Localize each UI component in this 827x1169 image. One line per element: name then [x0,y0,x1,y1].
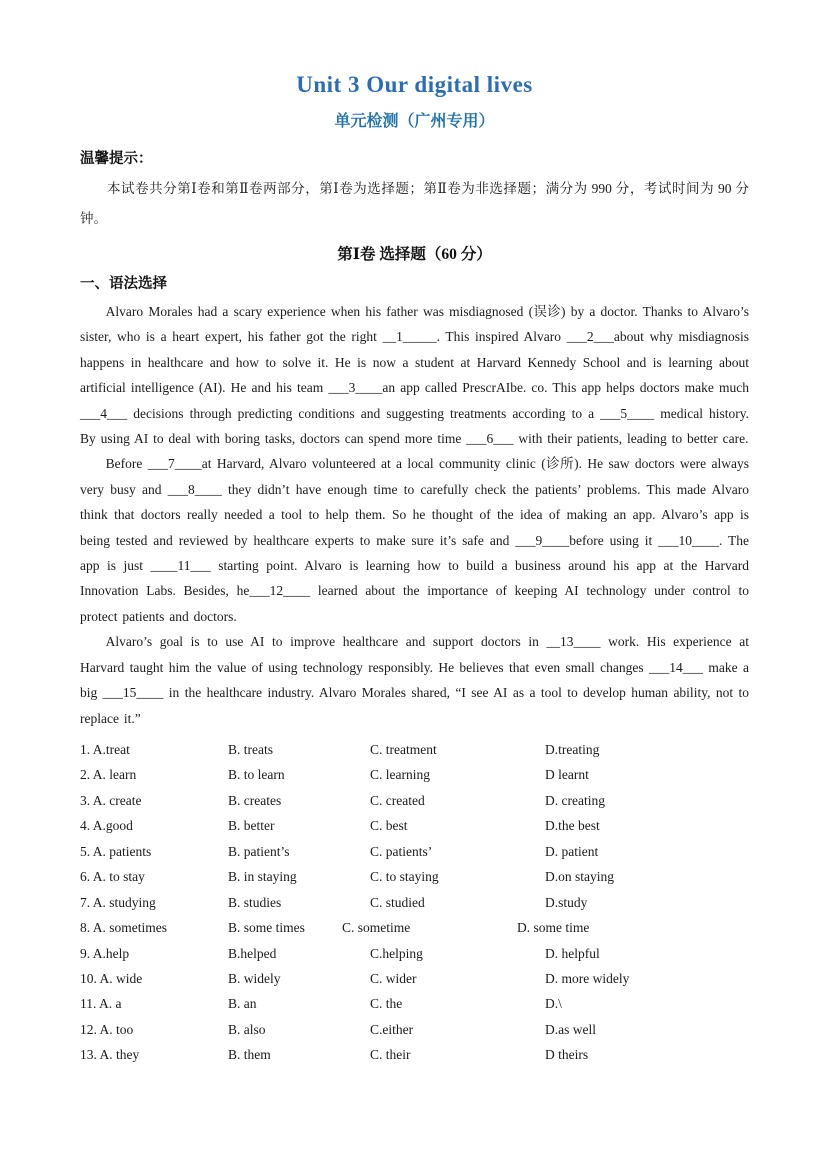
option-12-d: D.as well [545,1021,596,1037]
option-5-a: 5. A. patients [80,843,152,859]
option-row-9 [80,941,749,966]
option-8-d: D. some time [517,920,590,936]
option-6-a: 6. A. to stay [80,869,145,885]
option-11-c: C. the [370,996,403,1012]
option-7-c: C. studied [370,894,425,910]
notice-body: 本试卷共分第Ⅰ卷和第Ⅱ卷两部分，第Ⅰ卷为选择题；第Ⅱ卷为非选择题；满分为 990 分，考试时间为 90 分钟。 [80,181,749,226]
part-heading: 一、语法选择 [80,276,167,292]
option-10-c: C. wider [370,970,417,986]
option-1-c: C. treatment [370,741,437,757]
option-4-c: C. best [370,818,408,834]
option-row-7 [80,890,749,915]
option-1-a: 1. A.treat [80,741,130,757]
option-12-a: 12. A. too [80,1021,134,1037]
option-11-b: B. an [228,996,257,1012]
notice-label: 温馨提示： [80,151,153,167]
option-7-b: B. studies [228,894,282,910]
option-row-5 [80,839,749,864]
page-subtitle: 单元检测（广州专用） [334,113,495,130]
option-5-b: B. patient’s [228,843,290,859]
page-title: Unit 3 Our digital lives [296,72,533,97]
option-2-d: D learnt [545,767,589,783]
option-10-d: D. more widely [545,970,630,986]
passage-paragraph-1: Alvaro Morales had a scary experience when his father was misdiagnosed (误诊) by a doctor. Thanks to Alvaro’s sister, who is a heart expert, his father got the right __1_____. This inspired Alvaro ___2___about why misdiagnosis happens in healthcare and how to solve it. He is now a student at Harvard Kennedy School and is learning about artificial intelligence (AI). He and his team ___3____an app called PrescrAIbe. co. This app helps doctors make much ___4___ decisions through predicting conditions and suggesting treatments according to a ___5____ medical history. By using AI to deal with boring tasks, doctors can spend more time ___6___ with their patients, leading to better care. [80,304,749,447]
option-9-a: 9. A.help [80,945,130,961]
option-11-d: D.\ [545,996,562,1012]
passage-paragraph-3: Alvaro’s goal is to use AI to improve healthcare and support doctors in __13____ work. His experience at Harvard taught him the value of using technology responsibly. He believes that even small changes ___14___ make a big ___15____ in the healthcare industry. Alvaro Morales shared, “I see AI as a tool to develop human ability, not to replace it.” [80,634,749,726]
option-8-a: 8. A. sometimes [80,920,167,936]
option-6-b: B. in staying [228,869,297,885]
option-4-b: B. better [228,818,275,834]
option-2-a: 2. A. learn [80,767,137,783]
option-2-c: C. learning [370,767,430,783]
option-row-1 [80,737,749,762]
option-10-b: B. widely [228,970,281,986]
option-row-12 [80,1017,749,1042]
section-heading: 第Ⅰ卷 选择题（60 分） [337,246,492,263]
option-row-11 [80,991,749,1016]
option-3-b: B. creates [228,792,282,808]
option-row-8 [80,915,749,940]
option-9-d: D. helpful [545,945,600,961]
option-7-a: 7. A. studying [80,894,156,910]
option-4-d: D.the best [545,818,600,834]
option-2-b: B. to learn [228,767,285,783]
option-1-b: B. treats [228,741,273,757]
option-9-b: B.helped [228,945,277,961]
options-list [80,737,749,1068]
option-row-4 [80,813,749,838]
option-13-c: C. their [370,1047,411,1063]
option-13-b: B. them [228,1047,271,1063]
option-8-b: B. some times [228,920,305,936]
option-1-d: D.treating [545,741,600,757]
option-7-d: D.study [545,894,588,910]
option-3-a: 3. A. create [80,792,142,808]
option-6-d: D.on staying [545,869,614,885]
option-4-a: 4. A.good [80,818,133,834]
cloze-passage [80,299,749,731]
option-row-3 [80,788,749,813]
option-row-6 [80,864,749,889]
option-row-2 [80,762,749,787]
passage-paragraph-2: Before ___7____at Harvard, Alvaro volunteered at a local community clinic (诊所). He saw doctors were always very busy and ___8____ they didn’t have enough time to carefully check the patients’ problems. This made Alvaro think that doctors really needed a tool to help them. So he thought of the idea of making an app. Alvaro’s app is being tested and reviewed by healthcare experts to make sure it’s safe and ___9____before using it ___10____. The app is just ____11___ starting point. Alvaro is learning how to build a business around his app at the Harvard Innovation Labs. Besides, he___12____ learned about the importance of keeping AI technology under control to protect patients and doctors. [80,456,749,624]
option-3-c: C. created [370,792,425,808]
option-12-c: C.either [370,1021,414,1037]
option-12-b: B. also [228,1021,266,1037]
option-13-d: D theirs [545,1047,589,1063]
option-5-c: C. patients’ [370,843,433,859]
option-10-a: 10. A. wide [80,970,143,986]
option-5-d: D. patient [545,843,599,859]
option-13-a: 13. A. they [80,1047,140,1063]
option-row-10 [80,966,749,991]
option-9-c: C.helping [370,945,423,961]
option-11-a: 11. A. a [80,996,122,1012]
option-row-13 [80,1042,749,1067]
option-3-d: D. creating [545,792,605,808]
option-8-c: C. sometime [342,920,411,936]
option-6-c: C. to staying [370,869,439,885]
